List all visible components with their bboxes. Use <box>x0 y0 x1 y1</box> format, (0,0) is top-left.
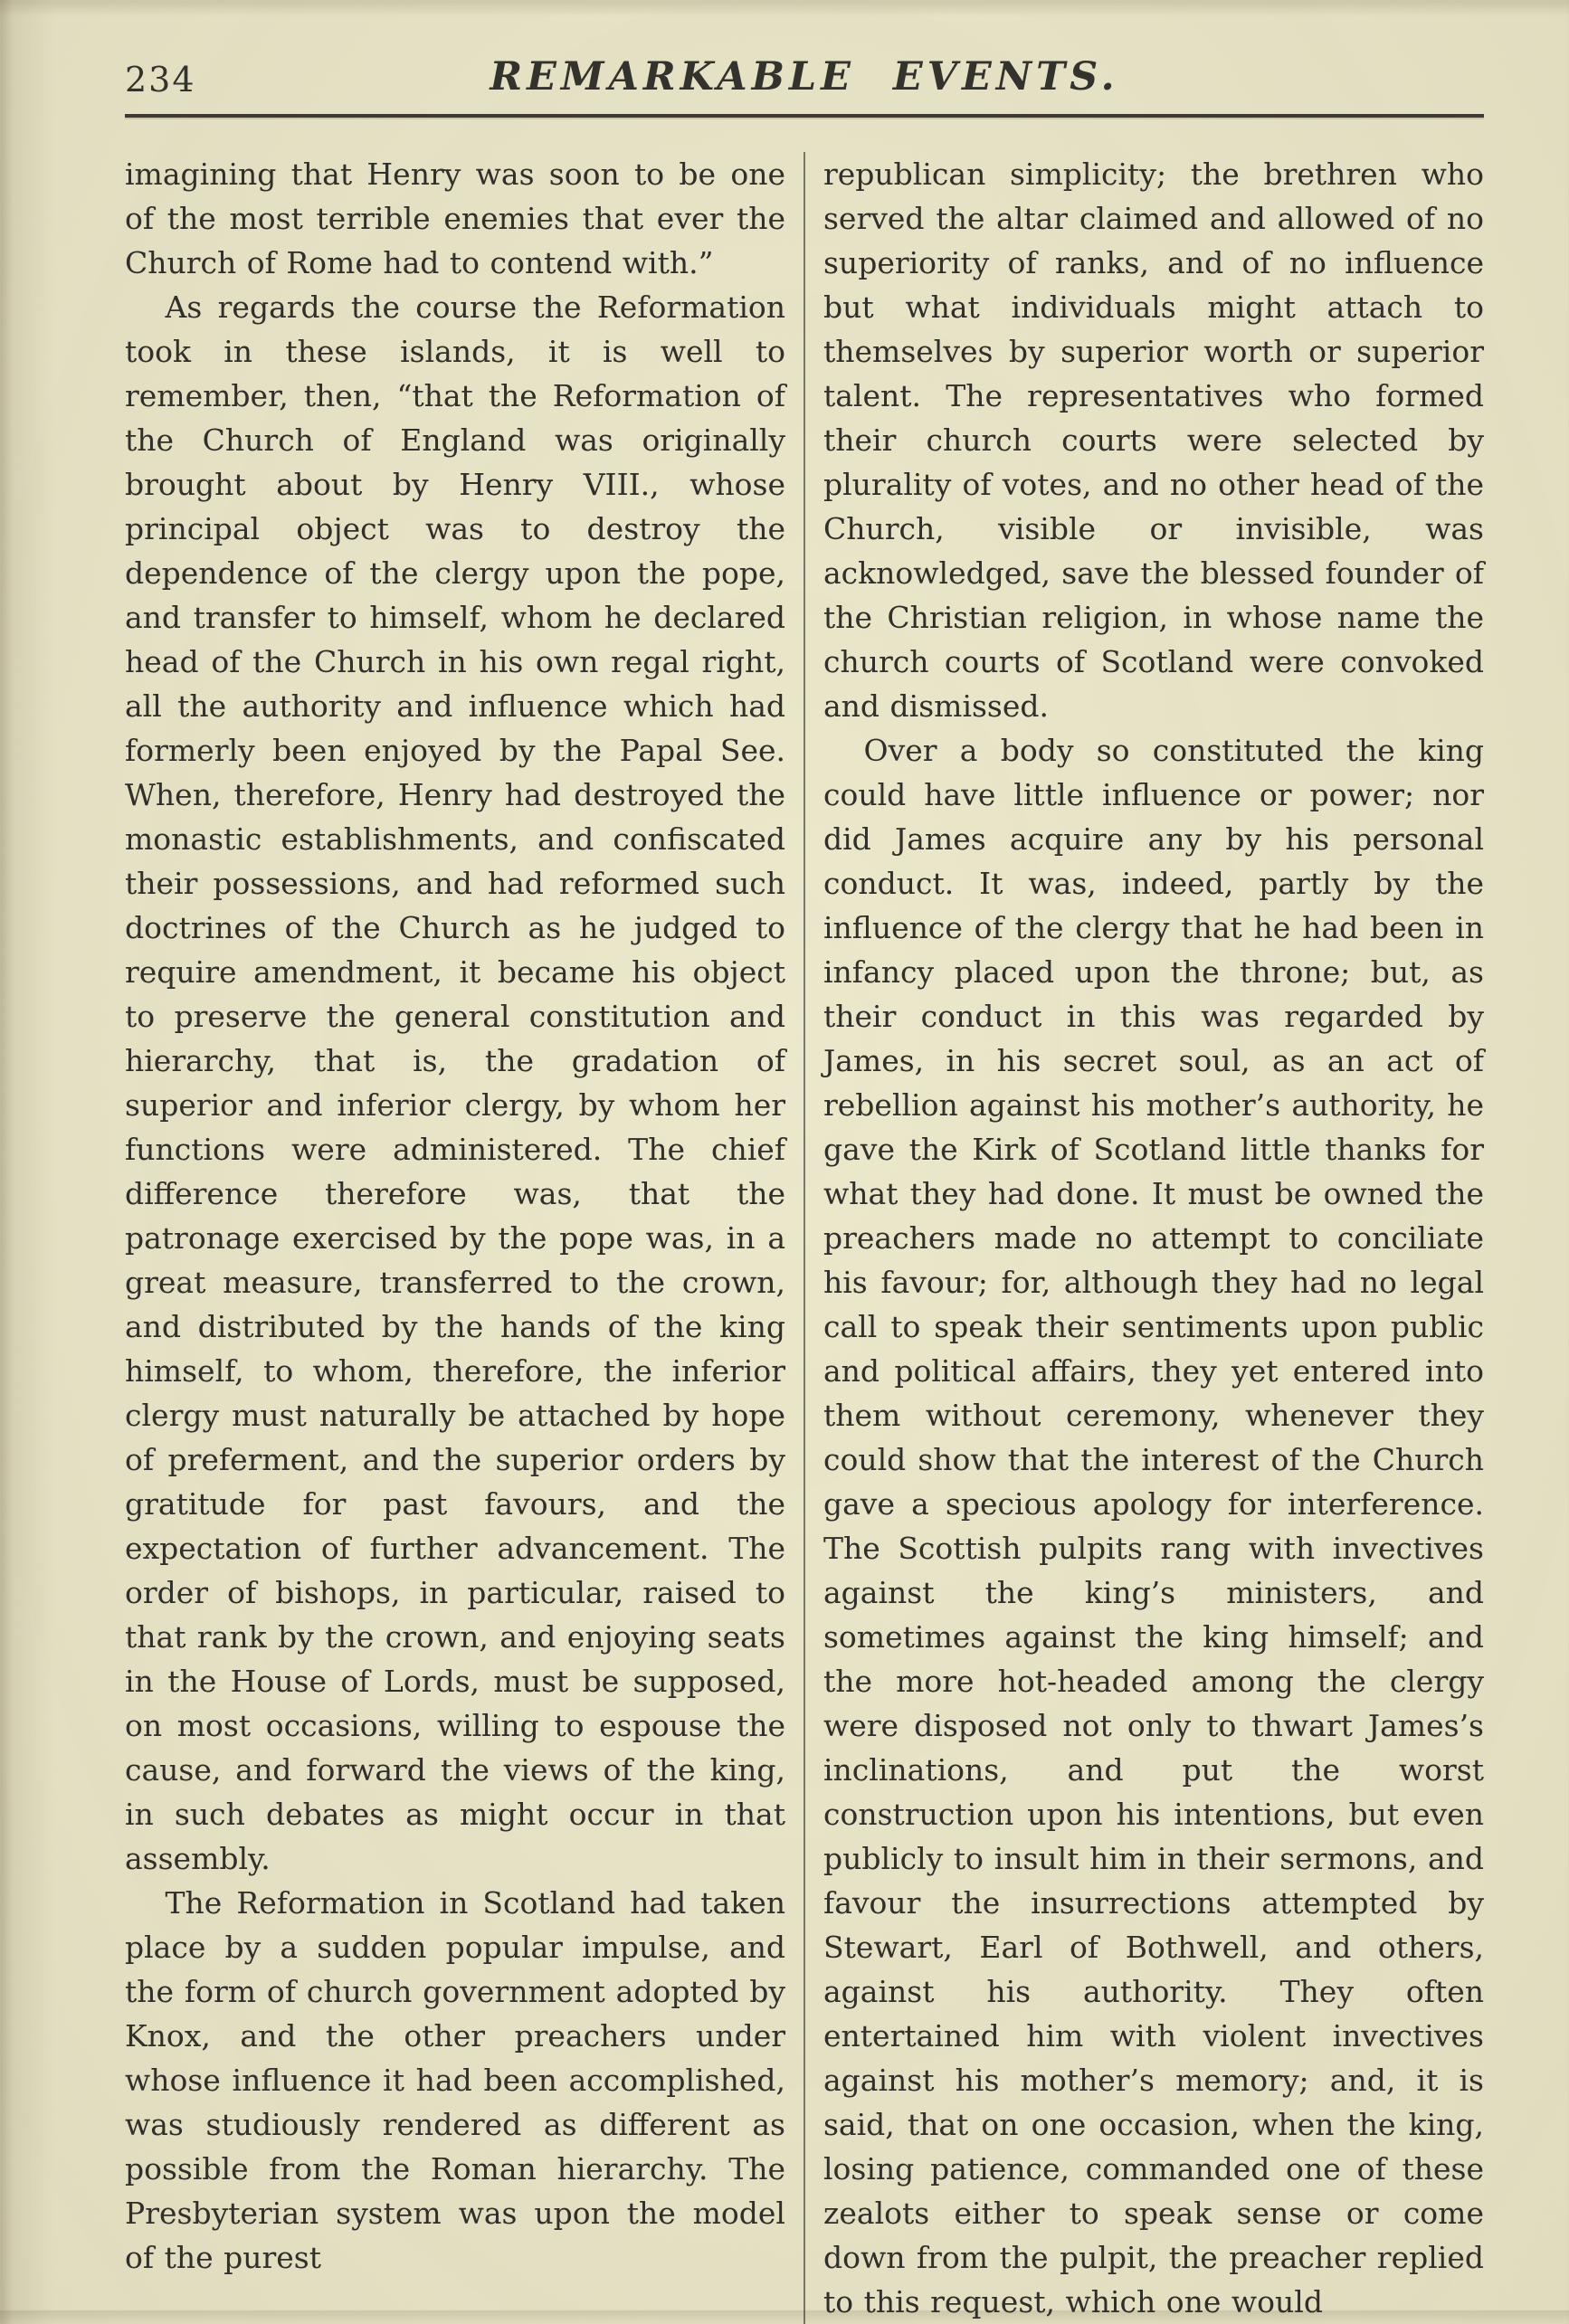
page-header <box>125 43 1484 100</box>
page-number: 234 <box>125 60 196 100</box>
left-column <box>125 152 785 2324</box>
header-rule <box>125 114 1484 118</box>
paragraph: The Reformation in Scotland had taken place by a sudden popular impulse, and the form of church government adopted by Knox, and the other preachers under whose influence it had been accomplished, was studiously rendered as different as possible from the Roman hierarchy. The Presbyterian system was upon the model of the purest <box>125 1885 785 2275</box>
paragraph-continuation: imagining that Henry was soon to be one of the most terrible enemies that ever the Church of Rome had to contend with.” <box>125 157 785 280</box>
text-columns <box>125 152 1484 2324</box>
paragraph: Over a body so constituted the king could have little influence or power; nor did James acquire any by his personal conduct. It was, indeed, partly by the influence of the clergy that he had been in infancy placed upon the throne; but, as their conduct in this was regarded by James, in his secret soul, as an act of rebellion against his mother’s authority, he gave the Kirk of Scotland little thanks for what they had done. It must be owned the preachers made no attempt to conciliate his favour; for, although they had no legal call to speak their sentiments upon public and political affairs, they yet entered into them without ceremony, whenever they could show that the interest of the Church gave a specious apology for interference. The Scottish pulpits rang with invectives against the king’s ministers, and sometimes against the king himself; and the more hot-headed among the clergy were disposed not only to thwart James’s inclinations, and put the worst construction upon his intentions, but even publicly to insult him in their sermons, and favour the insurrections attempted by Stewart, Earl of Bothwell, and others, against his authority. They often entertained him with violent invectives against his mother’s memory; and, it is said, that on one occasion, when the king, losing patience, commanded one of these zealots either to speak sense or come down from the pulpit, the preacher replied to this request, which one would <box>823 733 1484 2319</box>
column-divider <box>804 152 805 2324</box>
running-title: REMARKABLE EVENTS. <box>490 54 1119 100</box>
right-column <box>823 152 1484 2324</box>
paragraph-continuation: republican simplicity; the brethren who served the altar claimed and allowed of no superiority of ranks, and of no influence but what individuals might attach to themselves by superior worth or superior talent. The representatives who formed their church courts were selected by plurality of votes, and no other head of the Church, visible or invisible, was acknowledged, save the blessed founder of the Christian religion, in whose name the church courts of Scotland were convoked and dismissed. <box>823 157 1484 724</box>
paragraph: As regards the course the Reformation took in these islands, it is well to remember, then, “that the Reformation of the Church of England was originally brought about by Henry VIII., whose principal object was to destroy the dependence of the clergy upon the pope, and transfer to himself, whom he declared head of the Church in his own regal right, all the authority and influence which had formerly been enjoyed by the Papal See. When, therefore, Henry had destroyed the monastic establishments, and confiscated their possessions, and had reformed such doctrines of the Church as he judged to require amendment, it became his object to preserve the general constitution and hierarchy, that is, the gradation of superior and inferior clergy, by whom her functions were administered. The chief difference therefore was, that the patronage exercised by the pope was, in a great measure, transferred to the crown, and distributed by the hands of the king himself, to whom, therefore, the inferior clergy must naturally be attached by hope of preferment, and the superior orders by gratitude for past favours, and the expectation of further advancement. The order of bishops, in particular, raised to that rank by the crown, and enjoying seats in the House of Lords, must be supposed, on most occasions, willing to espouse the cause, and forward the views of the king, in such debates as might occur in that assembly. <box>125 289 785 1876</box>
